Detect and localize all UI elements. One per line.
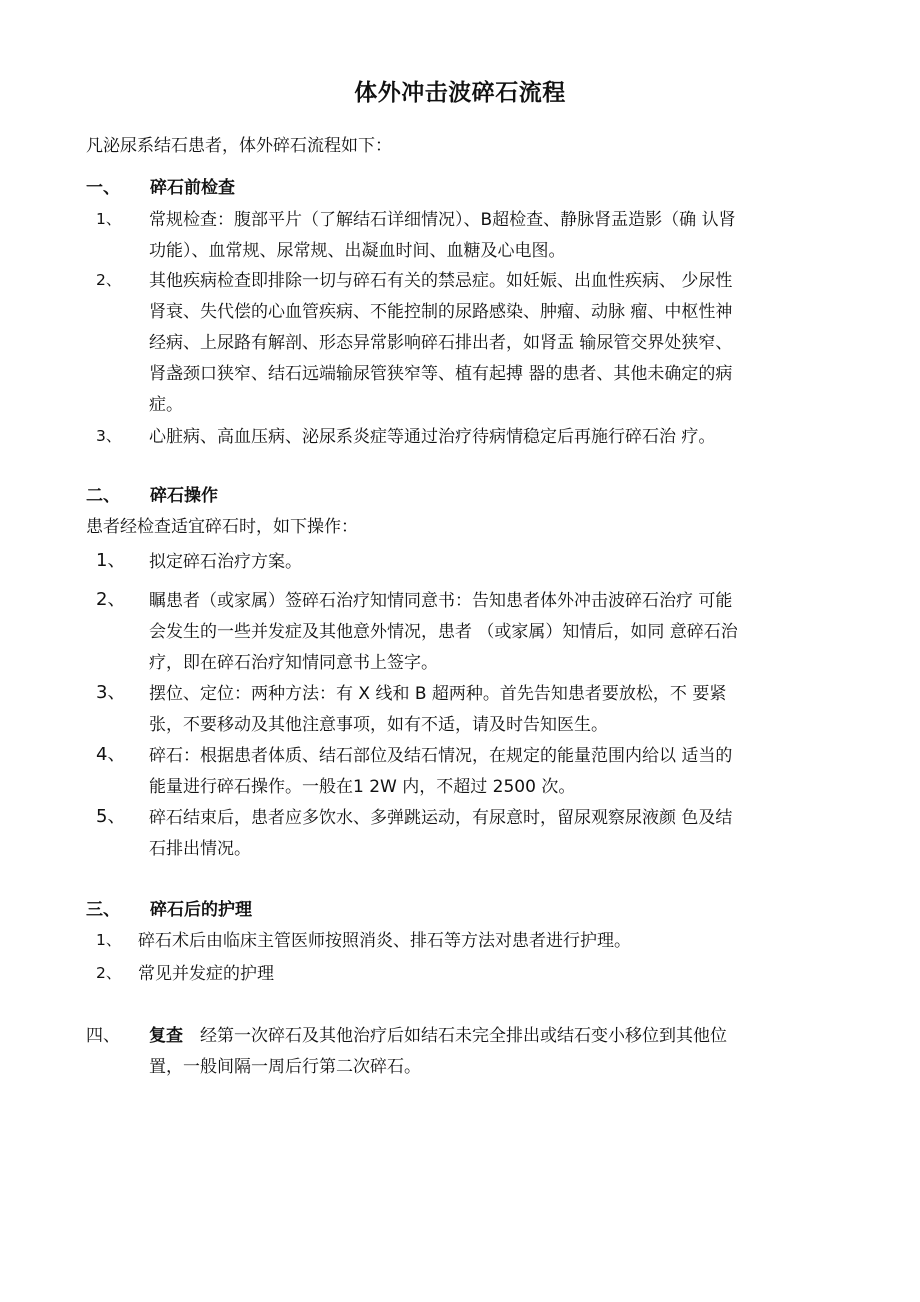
s2-item-5-line-2: 石排出情况。 [149, 839, 251, 859]
section-2-intro: 患者经检查适宜碎石时，如下操作： [86, 517, 358, 537]
s2-item-2-number: 2、 [96, 589, 126, 610]
s2-item-5-number: 5、 [96, 806, 126, 827]
s2-item-4-line-1: 碎石：根据患者体质、结石部位及结石情况，在规定的能量范围内给以 适当的 [149, 746, 733, 766]
page-title: 体外冲击波碎石流程 [354, 80, 566, 106]
s2-item-1-line-1: 拟定碎石治疗方案。 [149, 552, 302, 572]
section-3-number: 三、 [86, 900, 120, 920]
s1-item-3-line-1: 心脏病、高血压病、泌尿系炎症等通过治疗待病情稳定后再施行碎石治 疗。 [149, 427, 716, 447]
section-2-number: 二、 [86, 486, 120, 506]
section-3-heading: 碎石后的护理 [150, 900, 252, 920]
s3-item-1-line-1: 碎石术后由临床主管医师按照消炎、排石等方法对患者进行护理。 [138, 931, 631, 951]
s2-item-2-line-3: 疗，即在碎石治疗知情同意书上签字。 [149, 653, 438, 673]
s1-item-1-number: 1、 [96, 210, 122, 228]
s1-item-1-line-2: 功能）、血常规、尿常规、出凝血时间、血糖及心电图。 [149, 241, 566, 261]
s1-item-3-number: 3、 [96, 427, 122, 445]
s1-item-2-line-5: 症。 [149, 395, 183, 415]
s2-item-2-line-2: 会发生的一些并发症及其他意外情况，患者 （或家属）知情后，如同 意碎石治 [149, 622, 738, 642]
s1-item-2-line-1: 其他疾病检查即排除一切与碎石有关的禁忌症。如妊娠、出血性疾病、 少尿性 [149, 271, 733, 291]
s3-item-1-number: 1、 [96, 931, 122, 949]
s1-item-1-line-1: 常规检查：腹部平片（了解结石详细情况）、B超检查、静脉肾盂造影（确 认肾 [149, 210, 736, 230]
s2-item-4-number: 4、 [96, 744, 126, 765]
section-4-line-2: 置，一般间隔一周后行第二次碎石。 [149, 1057, 421, 1077]
s2-item-2-line-1: 瞩患者（或家属）签碎石治疗知情同意书：告知患者体外冲击波碎石治疗 可能 [149, 591, 733, 611]
intro-text: 凡泌尿系结石患者，体外碎石流程如下： [86, 136, 392, 156]
s2-item-4-line-2: 能量进行碎石操作。一般在1 2W 内，不超过 2500 次。 [149, 777, 576, 797]
section-2-heading: 碎石操作 [150, 486, 218, 506]
s2-item-5-line-1: 碎石结束后，患者应多饮水、多弹跳运动，有尿意时，留尿观察尿液颜 色及结 [149, 808, 733, 828]
s2-item-3-number: 3、 [96, 682, 126, 703]
s1-item-2-line-2: 肾衰、失代偿的心血管疾病、不能控制的尿路感染、肿瘤、动脉 瘤、中枢性神 [149, 302, 733, 322]
section-4-number: 四、 [86, 1026, 120, 1046]
s3-item-2-number: 2、 [96, 964, 122, 982]
section-4-heading: 复查 [149, 1026, 183, 1046]
s1-item-2-number: 2、 [96, 271, 122, 289]
section-1-heading: 碎石前检查 [150, 178, 235, 198]
s1-item-2-line-4: 肾盏颈口狭窄、结石远端输尿管狭窄等、植有起搏 器的患者、其他未确定的病 [149, 364, 733, 384]
s2-item-3-line-2: 张，不要移动及其他注意事项，如有不适，请及时告知医生。 [149, 715, 608, 735]
s2-item-3-line-1: 摆位、定位：两种方法：有 X 线和 B 超两种。首先告知患者要放松，不 要紧 [149, 684, 727, 704]
section-4-line-1: 经第一次碎石及其他治疗后如结石未完全排出或结石变小移位到其他位 [200, 1026, 727, 1046]
s3-item-2-line-1: 常见并发症的护理 [138, 964, 274, 984]
s1-item-2-line-3: 经病、上尿路有解剖、形态异常影响碎石排出者，如肾盂 输尿管交界处狭窄、 [149, 333, 733, 353]
s2-item-1-number: 1、 [96, 550, 126, 571]
section-1-number: 一、 [86, 178, 120, 198]
